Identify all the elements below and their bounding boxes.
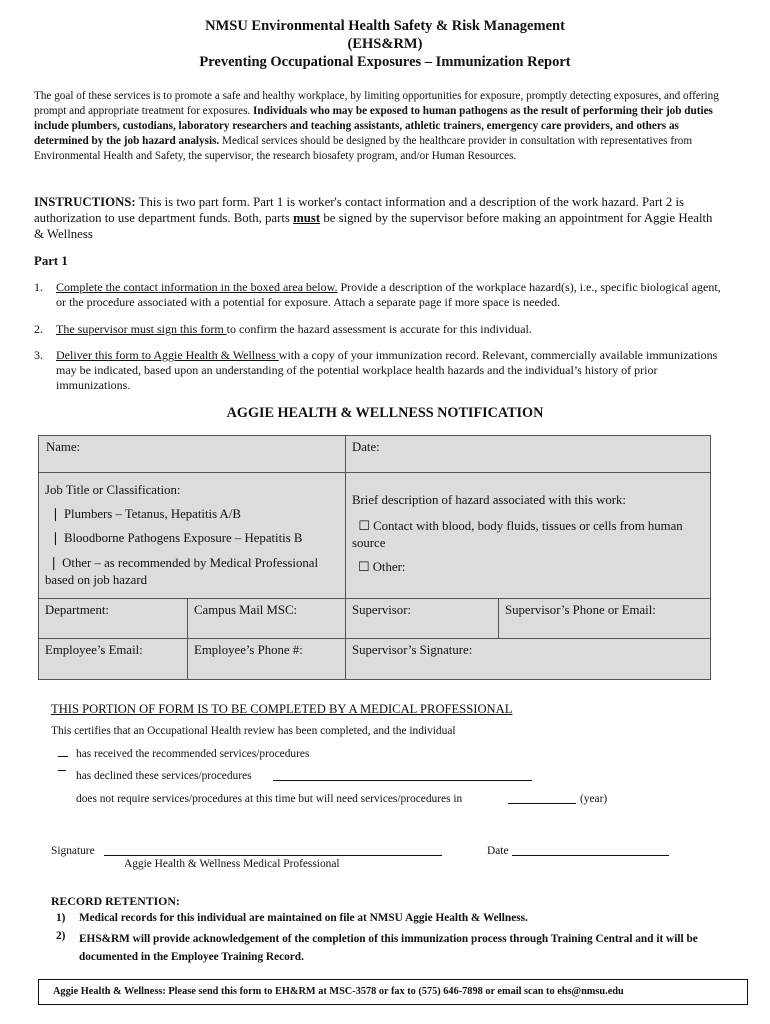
title-line-3: Preventing Occupational Exposures – Immunization Report [199, 54, 571, 70]
retention-num-1: 1) [56, 912, 66, 924]
employee-phone-label: Employee’s Phone #: [194, 643, 303, 657]
received-checkline[interactable] [58, 746, 68, 757]
declined-checkline[interactable] [58, 766, 66, 771]
department-label: Department: [45, 603, 109, 617]
supervisor-signature-field[interactable] [345, 638, 711, 680]
part1-item-3-underlined: Deliver this form to Aggie Health & Wellness [56, 348, 279, 362]
job-option-plumbers-label: Plumbers – Tetanus, Hepatitis A/B [63, 507, 241, 521]
signature-label: Signature [51, 845, 95, 857]
checkbox-icon[interactable]: ❘ [50, 507, 61, 521]
retention-item-1: Medical records for this individual are maintained on file at NMSU Aggie Health & Wellness. [79, 912, 528, 924]
part1-heading: Part 1 [34, 254, 68, 268]
employee-email-field[interactable] [38, 638, 188, 680]
part1-item-3 [56, 348, 731, 393]
part1-num-2: 2. [34, 322, 43, 336]
part1-num-3: 3. [34, 348, 43, 362]
supervisor-contact-label: Supervisor’s Phone or Email: [505, 603, 656, 617]
hazard-option-contact-label: Contact with blood, body fluids, tissues or cells from human source [352, 519, 683, 550]
form-heading: AGGIE HEALTH & WELLNESS NOTIFICATION [226, 405, 544, 421]
checkbox-icon[interactable]: ❘ [48, 556, 59, 570]
intro-paragraph [34, 89, 734, 164]
supervisor-field[interactable] [345, 598, 499, 639]
year-label: (year) [580, 793, 608, 805]
hazard-field [345, 472, 711, 599]
instructions-must: must [293, 211, 321, 225]
supervisor-contact-field[interactable] [498, 598, 711, 639]
option-declined: has declined these services/procedures [76, 770, 252, 782]
certifies-text: This certifies that an Occupational Health review has been completed, and the individual [51, 725, 456, 737]
checkbox-icon[interactable]: ❘ [50, 531, 61, 545]
checkbox-icon[interactable]: ☐ [358, 519, 370, 533]
part1-item-1 [56, 280, 731, 310]
instructions-label: INSTRUCTIONS: [34, 195, 136, 209]
part1-item-1-underlined: Complete the contact information in the boxed area below. [56, 280, 338, 294]
retention-heading: RECORD RETENTION: [51, 894, 180, 908]
job-title-field [38, 472, 346, 599]
hazard-label: Brief description of hazard associated with this work: [352, 493, 626, 507]
part1-item-1-text: Provide a description of the workplace hazard(s), i.e., specific biological agent, or the procedure associated with a potential for exposure. Attach a separate page if more space is needed. [56, 280, 721, 309]
signature-line[interactable] [104, 855, 442, 856]
part1-item-2-text: to confirm the hazard assessment is accurate for this individual. [226, 322, 532, 336]
part1-item-2 [56, 322, 731, 337]
instructions-text-2: be signed by the supervisor before making an appointment for Aggie Health & Wellness [34, 211, 713, 241]
title-line-1: NMSU Environmental Health Safety & Risk Management [205, 18, 565, 34]
footer-text: Aggie Health & Wellness: Please send this form to EH&RM at MSC-3578 or fax to (575) 646-7898 or email scan to ehs@nmsu.edu [53, 986, 624, 997]
option-not-required: does not require services/procedures at this time but will need services/procedures in [76, 793, 463, 805]
campus-mail-label: Campus Mail MSC: [194, 603, 298, 617]
employee-phone-field[interactable] [187, 638, 346, 680]
part1-item-3-text: with a copy of your immunization record. Relevant, commercially available immunizations may be indicated, based upon an understanding of the potential workplace health hazards and the individual’s history of prior immunizations. [56, 348, 718, 392]
part1-item-2-underlined: The supervisor must sign this form [56, 322, 227, 336]
date-field[interactable] [345, 435, 711, 473]
instructions-text: This is two part form. Part 1 is worker's contact information and a description of the work hazard. Part 2 is authorization to use department funds. Both, parts [34, 195, 685, 225]
name-field[interactable] [38, 435, 346, 473]
declined-line[interactable] [273, 780, 532, 781]
intro-text: The goal of these services is to promote a safe and healthy workplace, by limiting opportunities for exposure, promptly detecting exposures, and offering prompt and appropriate treatment for exposures. [34, 90, 719, 117]
footer-box [38, 979, 748, 1005]
job-option-other-label: Other – as recommended by Medical Professional based on job hazard [45, 556, 319, 587]
title-line-2: (EHS&RM) [347, 36, 423, 52]
employee-email-label: Employee’s Email: [45, 643, 143, 657]
med-date-line[interactable] [512, 855, 669, 856]
job-option-bloodborne-label: Bloodborne Pathogens Exposure – Hepatitis B [63, 531, 303, 545]
campus-mail-field[interactable] [187, 598, 346, 639]
job-option-other[interactable] [45, 555, 341, 589]
signature-sublabel: Aggie Health & Wellness Medical Professional [124, 858, 340, 870]
hazard-option-contact[interactable] [352, 518, 692, 552]
supervisor-signature-label: Supervisor’s Signature: [352, 643, 473, 657]
hazard-option-other[interactable] [358, 560, 405, 575]
checkbox-icon[interactable]: ☐ [358, 560, 370, 574]
instructions [34, 194, 714, 242]
job-title-label: Job Title or Classification: [45, 483, 181, 497]
med-date-label: Date [487, 845, 509, 857]
department-field[interactable] [38, 598, 188, 639]
option-received: has received the recommended services/procedures [76, 748, 310, 760]
intro-bold-text: Individuals who may be exposed to human pathogens as the result of performing their job duties include plumbers, custodians, laboratory researchers and teaching assistants, athletic trainers, emergency care providers, and others as determined by the job hazard analysis. [34, 105, 713, 147]
job-option-plumbers[interactable] [50, 507, 241, 522]
date-label: Date: [352, 440, 380, 454]
name-label: Name: [46, 440, 81, 454]
part1-num-1: 1. [34, 280, 43, 294]
year-line[interactable] [508, 803, 576, 804]
retention-num-2: 2) [56, 930, 66, 942]
job-option-bloodborne[interactable] [50, 531, 302, 546]
supervisor-label: Supervisor: [352, 603, 412, 617]
intro-text-2: Medical services should be designed by the healthcare provider in consultation with representatives from Environmental Health and Safety, the supervisor, the research biosafety program, and/or Human Resources. [34, 135, 693, 162]
medical-heading: THIS PORTION OF FORM IS TO BE COMPLETED BY A MEDICAL PROFESSIONAL [51, 702, 513, 716]
hazard-option-other-label: Other: [372, 560, 406, 574]
retention-item-2: EHS&RM will provide acknowledgement of the completion of this immunization process through Training Central and it will be documented in the Employee Training Record. [79, 933, 698, 963]
